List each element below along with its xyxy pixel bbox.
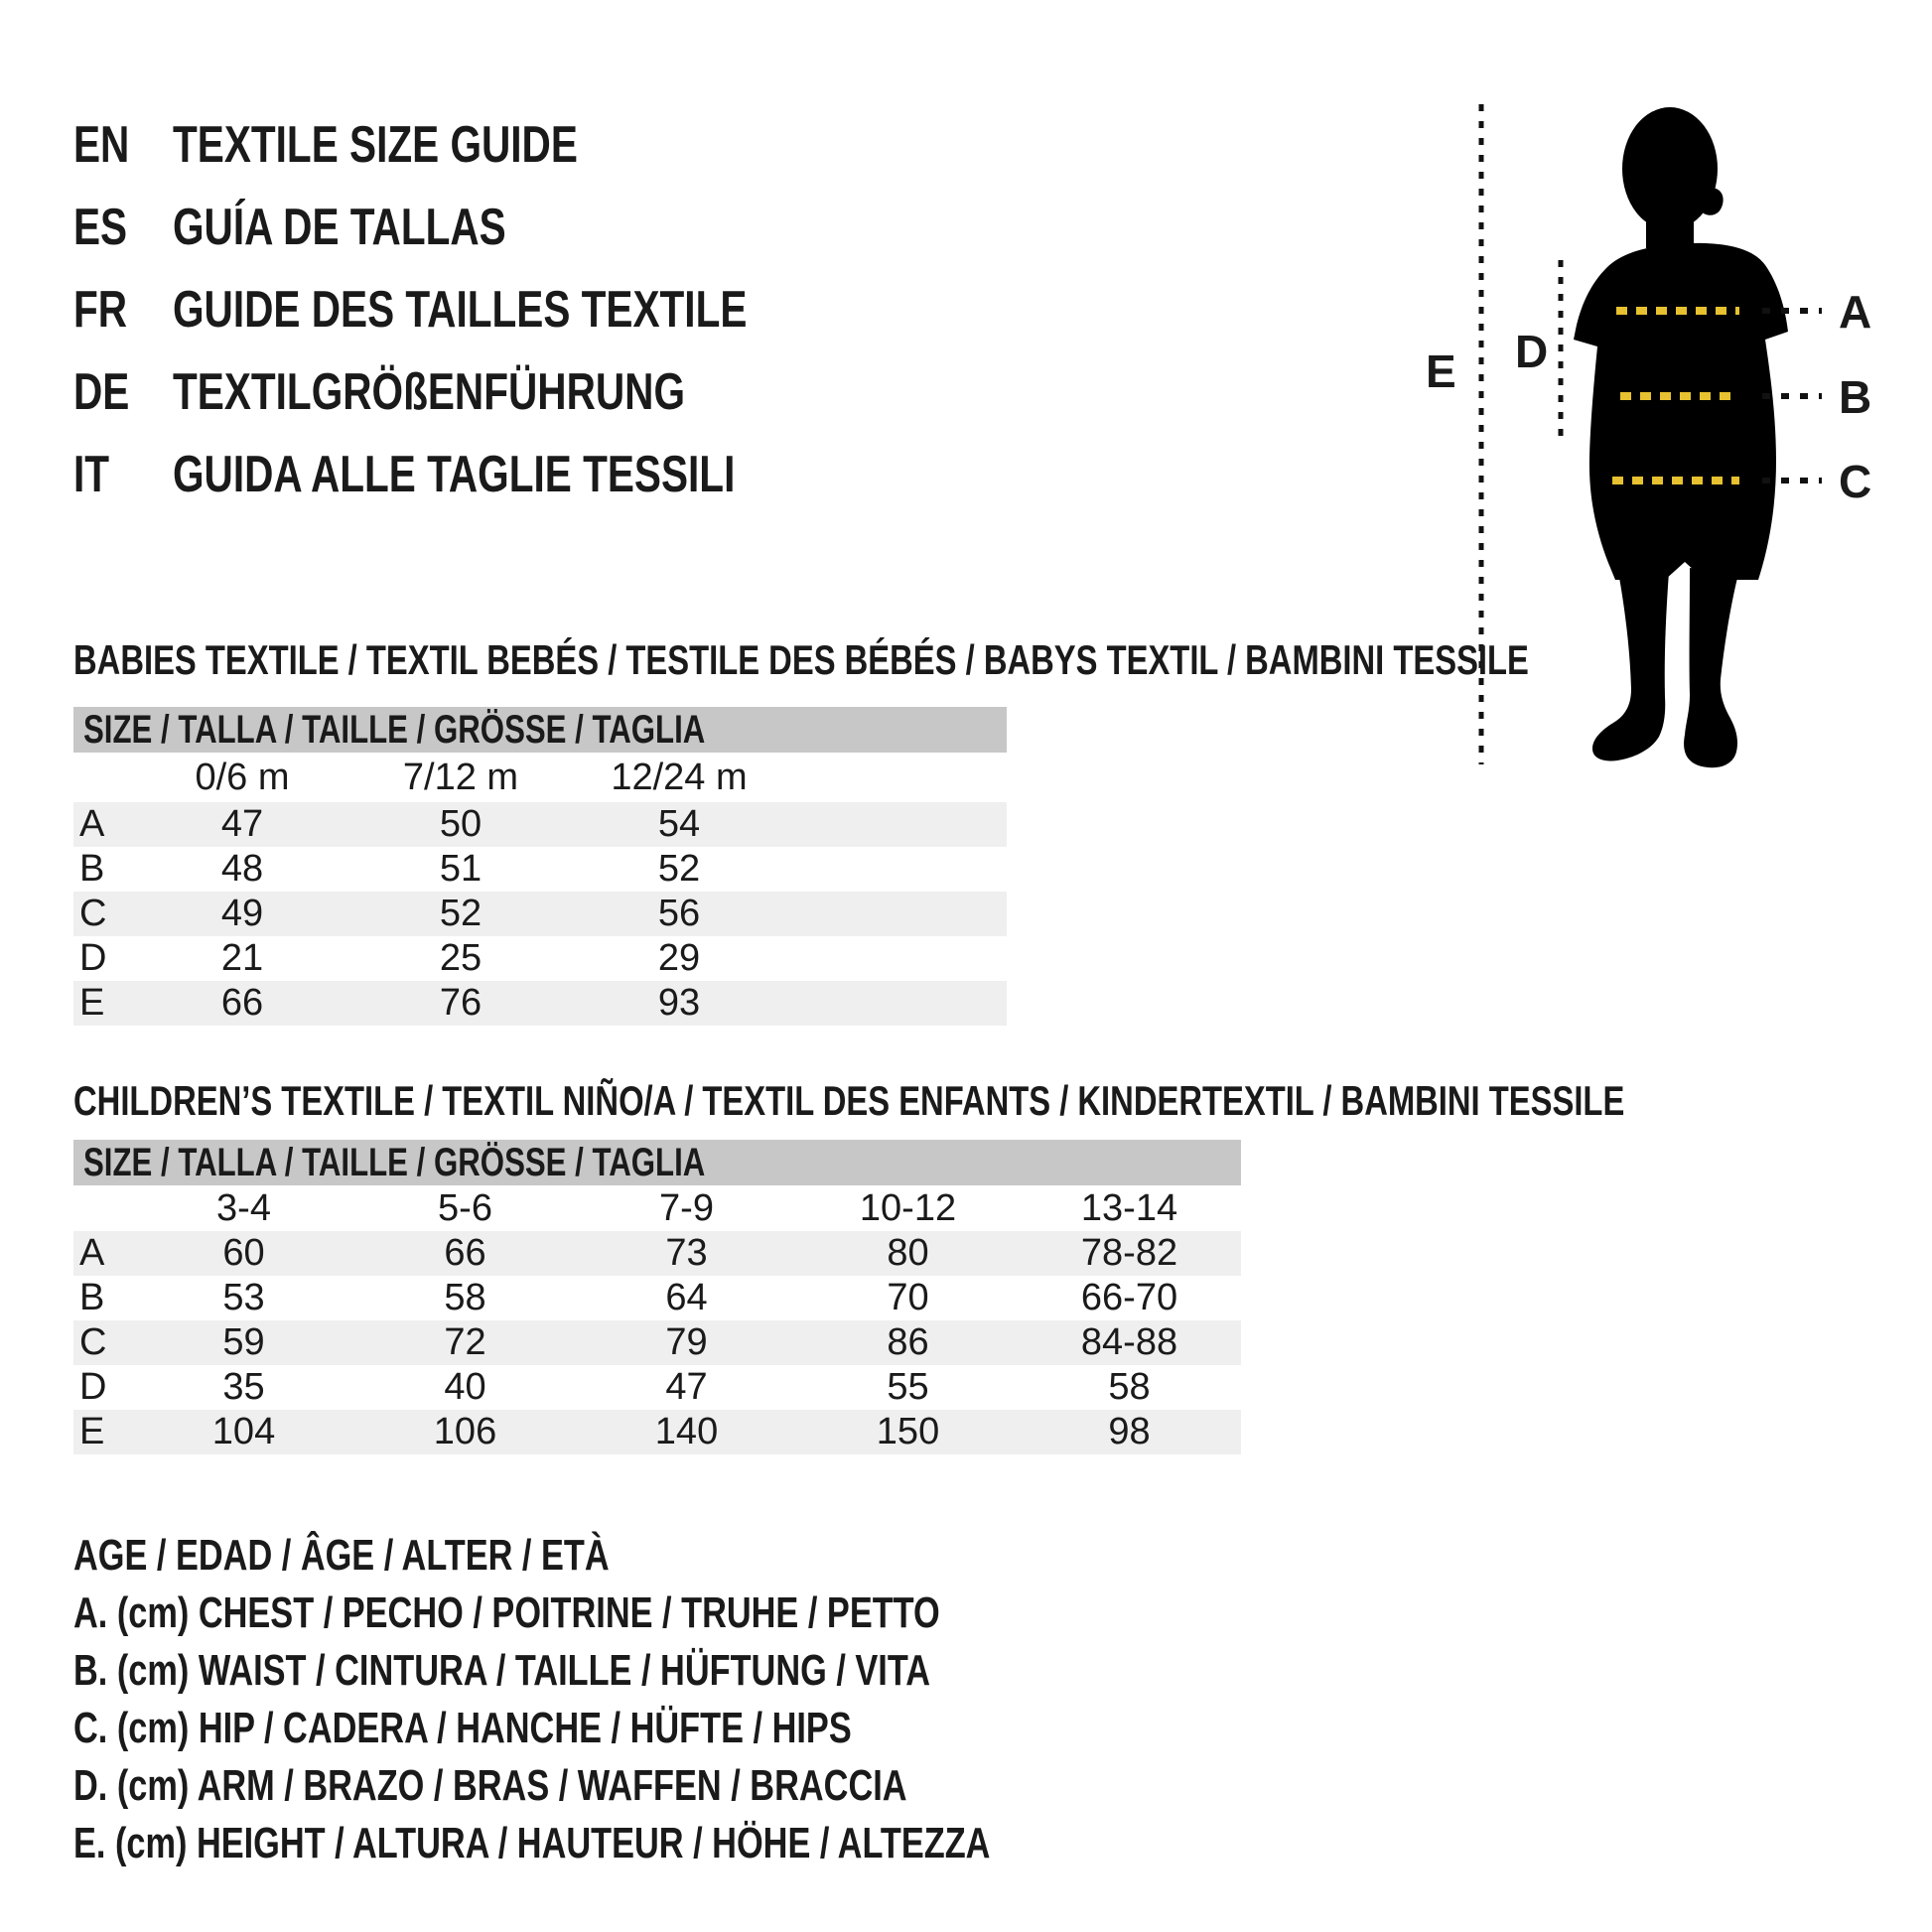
table-cell: 72 <box>444 1321 486 1363</box>
babies-section-heading: BABIES TEXTILE / TEXTIL BEBÉS / TESTILE DES BÉBÉS / BABYS TEXTIL / BAMBINI TESSILE <box>73 636 1529 683</box>
language-code-fr: FR <box>73 280 128 339</box>
children-col-header: 13-14 <box>1080 1186 1178 1229</box>
table-cell: 140 <box>654 1411 719 1452</box>
table-cell: 80 <box>887 1232 929 1274</box>
table-cell: 40 <box>444 1366 486 1408</box>
table-cell: 106 <box>433 1411 497 1452</box>
table-cell: 84-88 <box>1080 1321 1178 1363</box>
table-cell: 93 <box>657 982 701 1024</box>
legend-waist-line: B. (cm) WAIST / CINTURA / TAILLE / HÜFTUNG / VITA <box>73 1646 931 1695</box>
children-row-a <box>73 1231 1241 1276</box>
legend-age-line: AGE / EDAD / ÂGE / ALTER / ETÀ <box>73 1531 610 1580</box>
table-cell: 86 <box>887 1321 929 1363</box>
row-label: A <box>79 803 105 845</box>
language-title-block <box>73 103 909 515</box>
children-row-c <box>73 1320 1241 1365</box>
language-code-es: ES <box>73 198 128 256</box>
language-code-en: EN <box>73 115 130 174</box>
language-row-de <box>73 350 909 433</box>
size-figure <box>1370 60 1926 814</box>
row-label: E <box>79 1411 105 1452</box>
legend-height-line: E. (cm) HEIGHT / ALTURA / HAUTEUR / HÖHE / ALTEZZA <box>73 1819 991 1867</box>
children-size-table <box>73 1140 1241 1454</box>
table-cell: 78-82 <box>1080 1232 1178 1274</box>
babies-row-c <box>73 892 1007 936</box>
children-row-b <box>73 1276 1241 1320</box>
table-cell: 47 <box>220 803 264 845</box>
table-cell: 104 <box>211 1411 276 1452</box>
babies-size-header-bar <box>73 707 1007 753</box>
language-code-it: IT <box>73 445 110 503</box>
table-cell: 21 <box>220 937 264 979</box>
language-title-fr: GUIDE DES TAILLES TEXTILE <box>173 280 748 339</box>
legend-arm-line: D. (cm) ARM / BRAZO / BRAS / WAFFEN / BRACCIA <box>73 1761 907 1810</box>
babies-size-table <box>73 707 1007 1026</box>
row-label: C <box>79 893 107 934</box>
row-label: A <box>79 1232 105 1274</box>
babies-row-e <box>73 981 1007 1026</box>
babies-row-b <box>73 847 1007 892</box>
table-cell: 58 <box>1108 1366 1151 1408</box>
figure-label-e: E <box>1426 345 1456 397</box>
figure-label-b: B <box>1839 371 1872 423</box>
babies-col-header: 7/12 m <box>402 756 519 798</box>
children-col-header: 3-4 <box>216 1186 271 1229</box>
children-col-header: 10-12 <box>859 1186 957 1229</box>
children-row-e <box>73 1410 1241 1454</box>
figure-label-a: A <box>1839 286 1872 338</box>
language-row-en <box>73 103 909 186</box>
children-column-header-row <box>73 1185 1241 1231</box>
table-cell: 60 <box>222 1232 265 1274</box>
table-cell: 98 <box>1108 1411 1151 1452</box>
language-row-it <box>73 433 909 515</box>
language-title-es: GUÍA DE TALLAS <box>173 198 506 256</box>
language-title-de: TEXTILGRÖßENFÜHRUNG <box>173 362 685 421</box>
table-cell: 29 <box>657 937 701 979</box>
language-title-en: TEXTILE SIZE GUIDE <box>173 115 578 174</box>
row-label: B <box>79 1277 105 1318</box>
table-cell: 52 <box>657 848 701 890</box>
children-size-header-label: SIZE / TALLA / TAILLE / GRÖSSE / TAGLIA <box>83 1140 706 1184</box>
child-neck <box>1646 197 1694 248</box>
children-size-header-bar <box>73 1140 1241 1185</box>
table-cell: 25 <box>439 937 483 979</box>
table-cell: 59 <box>222 1321 265 1363</box>
table-cell: 49 <box>220 893 264 934</box>
language-code-de: DE <box>73 362 130 421</box>
language-row-fr <box>73 268 909 350</box>
figure-label-c: C <box>1839 456 1872 507</box>
table-cell: 54 <box>657 803 701 845</box>
table-cell: 66-70 <box>1080 1277 1178 1318</box>
row-label: D <box>79 1366 107 1408</box>
table-cell: 58 <box>444 1277 486 1318</box>
children-col-header: 7-9 <box>659 1186 714 1229</box>
table-cell: 48 <box>220 848 264 890</box>
babies-row-d <box>73 936 1007 981</box>
child-hair-tuft <box>1700 188 1724 215</box>
table-cell: 52 <box>439 893 483 934</box>
legend-hip-line: C. (cm) HIP / CADERA / HANCHE / HÜFTE / HIPS <box>73 1704 852 1752</box>
table-cell: 35 <box>222 1366 265 1408</box>
children-row-d <box>73 1365 1241 1410</box>
row-label: B <box>79 848 105 890</box>
row-label: C <box>79 1321 107 1363</box>
children-col-header: 5-6 <box>438 1186 492 1229</box>
figure-label-d: D <box>1515 326 1549 377</box>
children-section-heading: CHILDREN’S TEXTILE / TEXTIL NIÑO/A / TEXTIL DES ENFANTS / KINDERTEXTIL / BAMBINI TESSILE <box>73 1077 1625 1124</box>
table-cell: 73 <box>665 1232 708 1274</box>
table-cell: 64 <box>665 1277 708 1318</box>
row-label: E <box>79 982 105 1024</box>
babies-row-a <box>73 802 1007 847</box>
table-cell: 79 <box>665 1321 708 1363</box>
language-row-es <box>73 186 909 268</box>
row-label: D <box>79 937 107 979</box>
table-cell: 66 <box>444 1232 486 1274</box>
language-title-it: GUIDA ALLE TAGLIE TESSILI <box>173 445 736 503</box>
table-cell: 56 <box>657 893 701 934</box>
babies-size-header-label: SIZE / TALLA / TAILLE / GRÖSSE / TAGLIA <box>83 707 706 752</box>
measurement-legend <box>73 1527 1249 1872</box>
table-cell: 76 <box>439 982 483 1024</box>
table-cell: 66 <box>220 982 264 1024</box>
babies-column-header-row <box>73 753 1007 802</box>
table-cell: 150 <box>876 1411 940 1452</box>
table-cell: 51 <box>439 848 483 890</box>
legend-chest-line: A. (cm) CHEST / PECHO / POITRINE / TRUHE / PETTO <box>73 1588 940 1637</box>
table-cell: 47 <box>665 1366 708 1408</box>
table-cell: 53 <box>222 1277 265 1318</box>
babies-col-header: 12/24 m <box>611 756 748 798</box>
table-cell: 70 <box>887 1277 929 1318</box>
table-cell: 55 <box>887 1366 929 1408</box>
table-cell: 50 <box>439 803 483 845</box>
babies-col-header: 0/6 m <box>195 756 290 798</box>
child-torso <box>1574 243 1788 580</box>
